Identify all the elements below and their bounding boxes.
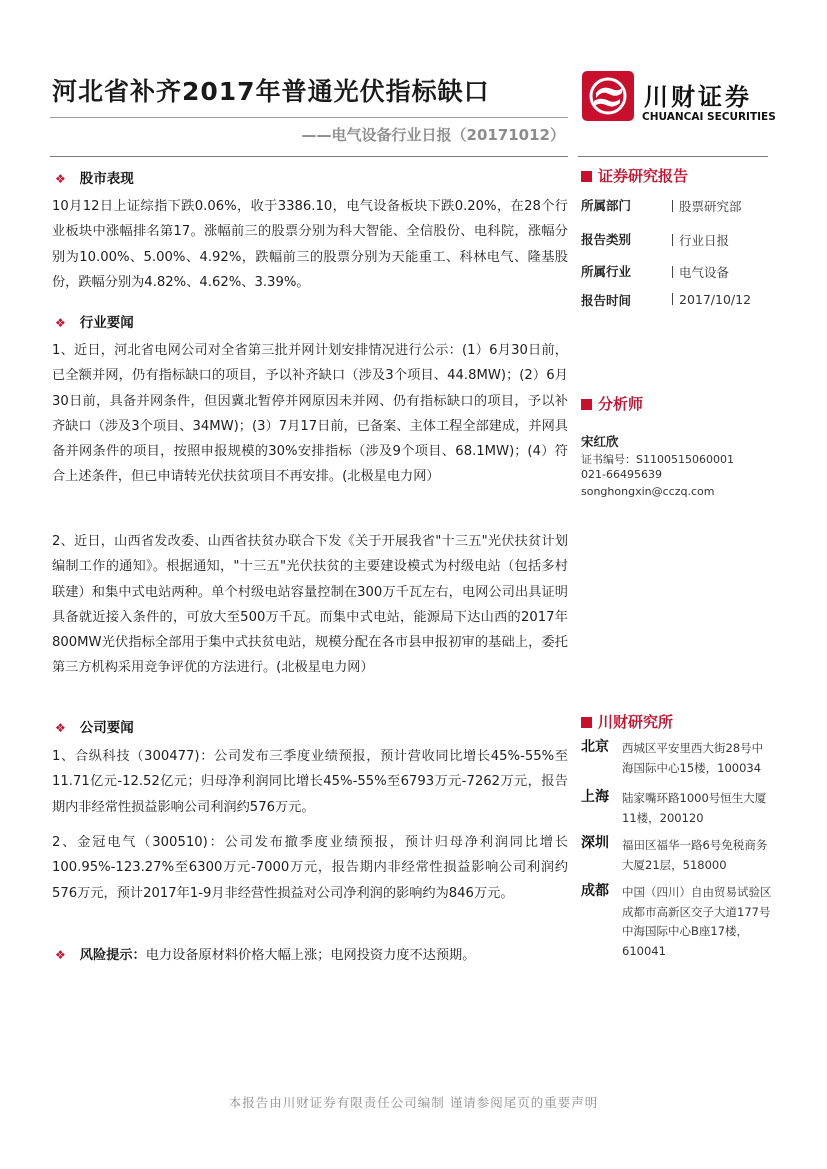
risk-warning: [55, 944, 475, 963]
meta-label-department: 所属部门: [581, 198, 632, 213]
office-city-shanghai: 上海: [581, 789, 609, 805]
industry-news-1: 1、近日，河北省电网公司对全省第三批并网计划安排情况进行公示：(1）6月30日前，已全额并网，仍有指标缺口的项目，予以补齐缺口（涉及3个项目、44.8MW)；(2）6月30日前，具备并网条件，但因冀北暂停并网原因未并网、仍有指标缺口的项目，予以补齐缺口（涉及3个项目、34MW)；(3）7月17日前，已备案、主体工程全部建成，并网具备并网条件的项目，按照申报规模的30%安排指标（涉及9个项目、68.1MW)；(4）符合上述条件，但已申请转光伏扶贫项目不再安排。(北极星电力网）: [52, 343, 568, 485]
meta-value-date: 2017/10/12: [672, 292, 751, 307]
office-address-shenzhen: 福田区福华一路6号免税商务大厦21层，518000: [622, 838, 768, 872]
diamond-bullet-icon: ❖: [55, 721, 66, 735]
diamond-bullet-icon: ❖: [55, 172, 66, 186]
page-footer-disclaimer: 本报告由川财证券有限责任公司编制 谨请参阅尾页的重要声明: [228, 1095, 599, 1110]
office-address-shanghai: 陆家嘴环路1000号恒生大厦11楼，200120: [622, 791, 767, 825]
title-divider: [50, 117, 568, 118]
diamond-bullet-icon: ❖: [55, 316, 66, 330]
meta-label-date: 报告时间: [581, 293, 632, 308]
red-square-icon: [581, 717, 592, 728]
office-city-shenzhen: 深圳: [581, 835, 609, 851]
brand-name-en: CHUANCAI SECURITIES: [642, 111, 776, 123]
analyst-cert: 证书编号：S1100515060001: [581, 453, 734, 466]
analyst-name: 宋红欣: [581, 434, 619, 449]
report-subtitle: ——电气设备行业日报（20171012）: [301, 126, 565, 144]
section-heading-market: ❖ 股市表现: [55, 171, 134, 187]
diamond-bullet-icon: ❖: [55, 948, 66, 962]
sidebar-heading-report: 证券研究报告: [581, 165, 688, 186]
section-heading-company: ❖ 公司要闻: [55, 720, 134, 736]
report-title: 河北省补齐2017年普通光伏指标缺口: [52, 77, 490, 106]
analyst-phone: 021-66495639: [581, 468, 662, 481]
company-news-1: 1、合纵科技（300477)：公司发布三季度业绩预报，预计营收同比增长45%-55%至11.71亿元-12.52亿元；归母净利润同比增长45%-55%至6793万元-7262万元，报告期内非经常性损益影响公司利润约576万元。: [52, 749, 568, 815]
sidebar-divider: [578, 156, 768, 157]
analyst-email[interactable]: songhongxin@cczq.com: [581, 485, 715, 498]
office-city-chengdu: 成都: [581, 883, 609, 899]
meta-value-industry: 电气设备: [672, 263, 729, 281]
brand-logo-icon: [582, 71, 634, 121]
industry-news-2: 2、近日，山西省发改委、山西省扶贫办联合下发《关于开展我省"十三五"光伏扶贫计划编制工作的通知》。根据通知，"十三五"光伏扶贫的主要建设模式为村级电站（包括多村联建）和集中式电站两种。单个村级电站容量控制在300万千瓦左右，电网公司出具证明具备就近接入条件的，可放大至500万千瓦。而集中式电站，能源局下达山西的2017年800MW光伏指标全部用于集中式扶贫电站，规模分配在各市县申报初审的基础上，委托第三方机构采用竞争评优的方法进行。(北极星电力网）: [52, 534, 568, 676]
office-city-beijing: 北京: [581, 739, 609, 755]
office-address-chengdu: 中国（四川）自由贸易试验区成都市高新区交子大道177号中海国际中心B座17楼，610041: [622, 885, 772, 958]
market-paragraph: 10月12日上证综指下跌0.06%，收于3386.10，电气设备板块下跌0.20%，在28个行业板块中涨幅排名第17。涨幅前三的股票分别为科大智能、全信股份、电科院，涨幅分别为10.00%、5.00%、4.92%，跌幅前三的股票分别为天能重工、科林电气、隆基股份，跌幅分别为4.82%、4.62%、3.39%。: [52, 199, 568, 290]
section-heading-industry: ❖ 行业要闻: [55, 315, 134, 331]
red-square-icon: [581, 399, 592, 410]
meta-value-category: 行业日报: [672, 231, 729, 249]
sidebar-heading-analyst: 分析师: [581, 393, 643, 414]
red-square-icon: [581, 171, 592, 182]
sidebar-heading-institute: 川财研究所: [581, 711, 673, 732]
brand-name-cn: 川财证券: [644, 83, 752, 111]
risk-text: 电力设备原材料价格大幅上涨；电网投资力度不达预期。: [145, 948, 476, 963]
main-divider: [50, 156, 568, 157]
risk-heading: 风险提示：: [79, 948, 146, 963]
meta-label-category: 报告类别: [581, 232, 632, 247]
meta-label-industry: 所属行业: [581, 264, 632, 279]
company-news-2: 2、金冠电气（300510)：公司发布撤季度业绩预报，预计归母净利润同比增长100.95%-123.27%至6300万元-7000万元，报告期内非经常性损益影响公司利润约576万元，预计2017年1-9月非经营性损益对公司净利润的影响约为846万元。: [52, 835, 568, 901]
meta-value-department: 股票研究部: [672, 197, 742, 215]
office-address-beijing: 西城区平安里西大街28号中海国际中心15楼，100034: [622, 741, 764, 775]
